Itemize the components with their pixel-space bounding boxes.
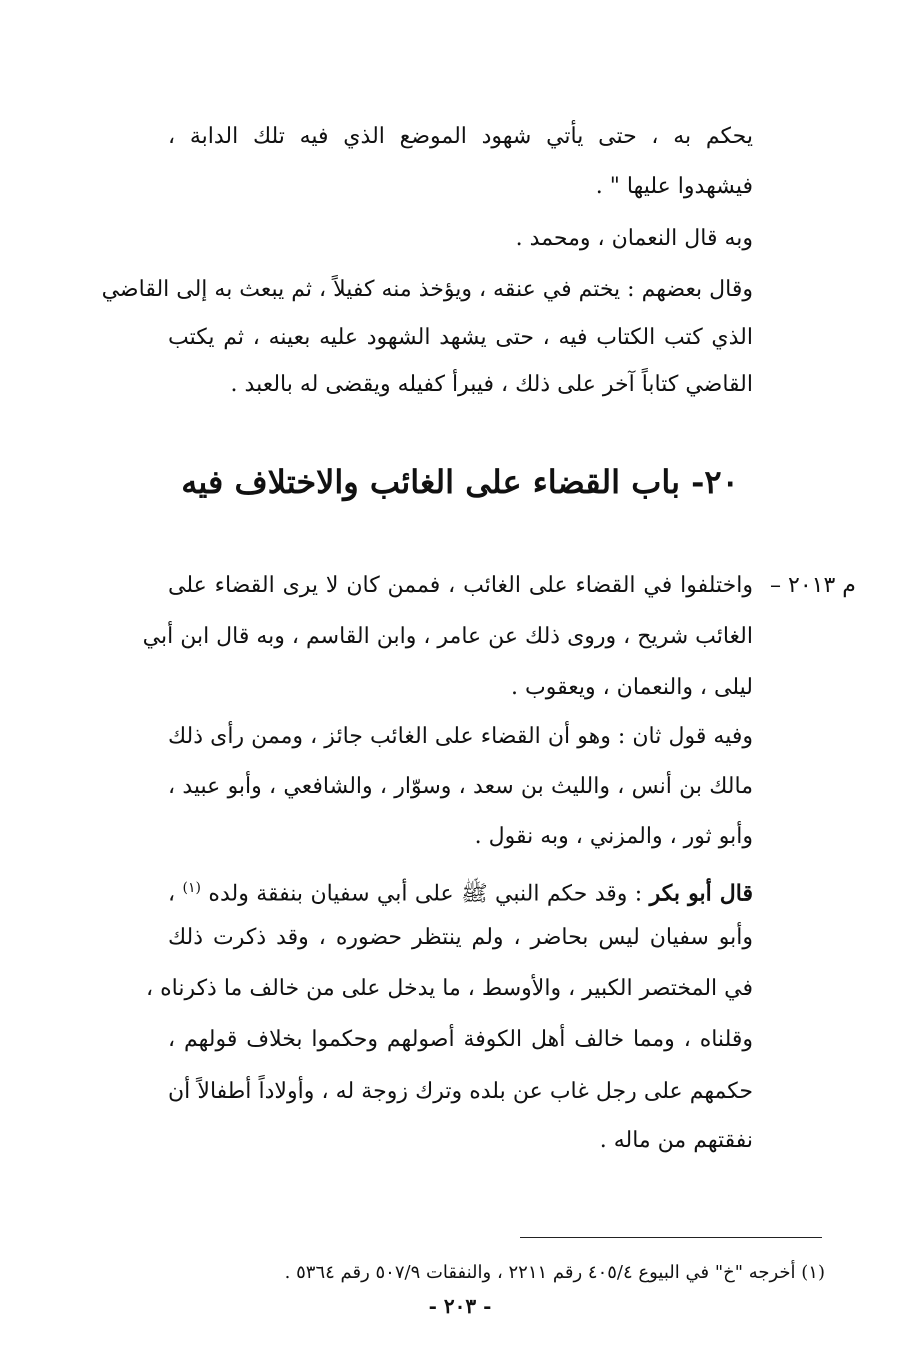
text-line: الذي كتب الكتاب فيه ، حتى يشهد الشهود عليه بعينه ، ثم يكتب: [168, 325, 753, 350]
text-line: وبه قال النعمان ، ومحمد .: [515, 226, 753, 251]
text-line: فيشهدوا عليها " .: [595, 174, 753, 199]
abu-bakr-end: ،: [168, 881, 176, 907]
text-line: القاضي كتاباً آخر على ذلك ، فيبرأ كفيله ويقضى له بالعبد .: [230, 372, 753, 397]
text-line: وقال بعضهم : يختم في عنقه ، ويؤخذ منه كفيلاً ، ثم يبعث به إلى القاضي: [101, 277, 753, 302]
text-line: في المختصر الكبير ، والأوسط ، ما يدخل على من خالف ما ذكرناه ،: [146, 976, 753, 1001]
page-number: - ٢٠٣ -: [428, 1294, 492, 1318]
chapter-heading: ٢٠- باب القضاء على الغائب والاختلاف فيه: [181, 463, 739, 501]
footnote: (١) أخرجه "خ" في البيوع ٤٠٥/٤ رقم ٢٢١١ ، والنفقات ٥٠٧/٩ رقم ٥٣٦٤ .: [284, 1262, 825, 1283]
issue-marker: م ٢٠١٣ –: [770, 573, 856, 598]
text-line: مالك بن أنس ، والليث بن سعد ، وسوّار ، والشافعي ، وأبو عبيد ،: [168, 774, 753, 799]
abu-bakr-label: قال أبو بكر: [649, 880, 754, 907]
abu-bakr-line: [168, 873, 753, 909]
text-line: وقلناه ، ومما خالف أهل الكوفة أصولهم وحكموا بخلاف قولهم ،: [168, 1027, 753, 1052]
footnote-divider: [520, 1237, 822, 1238]
abu-bakr-text: : وقد حكم النبي ﷺ على أبي سفيان بنفقة ولده: [208, 881, 643, 907]
footnote-ref[interactable]: (١): [182, 880, 201, 896]
text-line: وأبو ثور ، والمزني ، وبه نقول .: [474, 824, 753, 849]
text-line: يحكم به ، حتى يأتي شهود الموضع الذي فيه تلك الدابة ،: [168, 124, 753, 149]
text-line: الغائب شريح ، وروى ذلك عن عامر ، وابن القاسم ، وبه قال ابن أبي: [142, 624, 753, 649]
text-line: ليلى ، والنعمان ، ويعقوب .: [511, 675, 753, 700]
text-line: نفقتهم من ماله .: [599, 1128, 753, 1153]
text-line: وفيه قول ثان : وهو أن القضاء على الغائب جائز ، وممن رأى ذلك: [168, 724, 753, 749]
text-line: وأبو سفيان ليس بحاضر ، ولم ينتظر حضوره ، وقد ذكرت ذلك: [168, 925, 753, 950]
text-line: حكمهم على رجل غاب عن بلده وترك زوجة له ، وأولاداً أطفالاً أن: [168, 1079, 753, 1104]
text-line: واختلفوا في القضاء على الغائب ، فممن كان لا يرى القضاء على: [168, 573, 753, 598]
